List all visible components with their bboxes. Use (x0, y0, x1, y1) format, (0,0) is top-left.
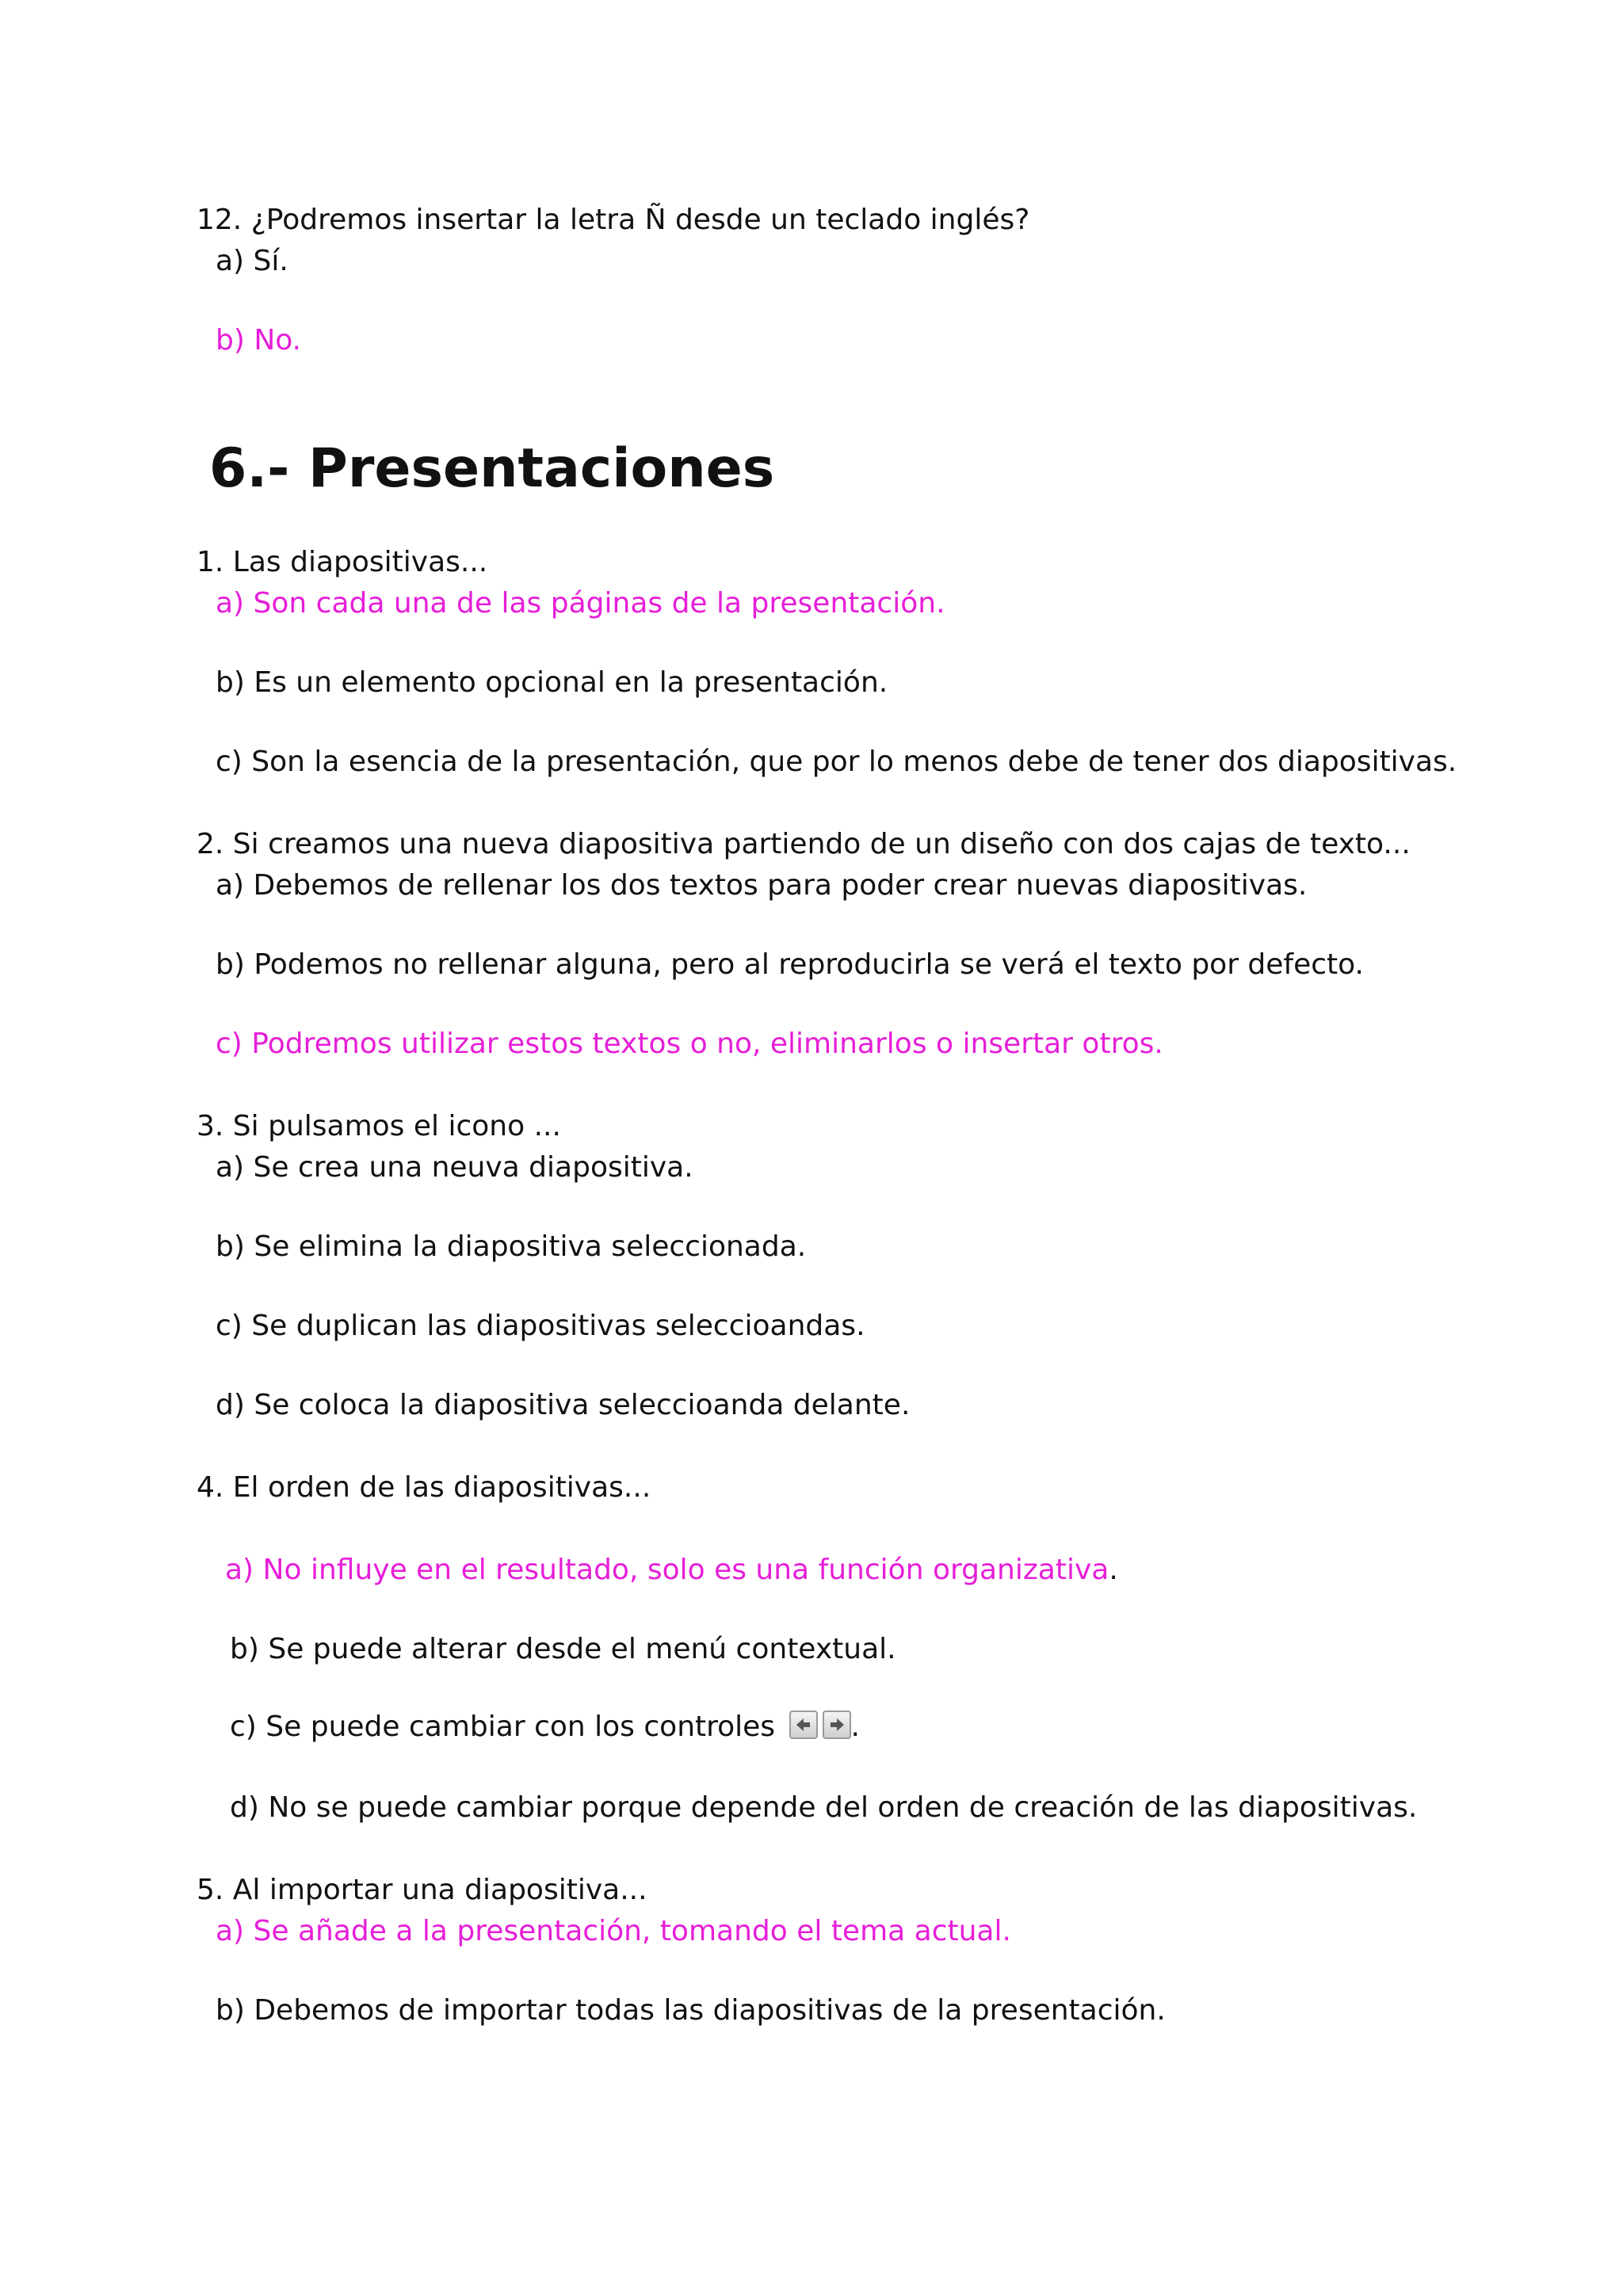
answer-4-c-row (230, 1710, 860, 1745)
answer-3-b: b) Se elimina la diapositiva seleccionada. (216, 1230, 807, 1263)
arrow-left-icon (789, 1711, 818, 1739)
answer-1-b: b) Es un elemento opcional en la presentación. (216, 666, 888, 699)
question-5: 5. Al importar una diapositiva... (197, 1874, 647, 1906)
question-3: 3. Si pulsamos el icono ... (197, 1110, 561, 1142)
answer-4-a-period: . (1109, 1554, 1118, 1586)
question-1: 1. Las diapositivas... (197, 546, 488, 578)
answer-5-a-correct: a) Se añade a la presentación, tomando el tema actual. (216, 1915, 1011, 1947)
answer-3-d: d) Se coloca la diapositiva seleccioanda delante. (216, 1389, 911, 1421)
answer-4-b: b) Se puede alterar desde el menú contextual. (230, 1633, 896, 1665)
answer-4-a-row (225, 1553, 1118, 1588)
answer-4-c-period: . (850, 1711, 860, 1743)
answer-1-a-correct: a) Son cada una de las páginas de la presentación. (216, 587, 945, 620)
arrow-right-icon (823, 1711, 851, 1739)
answer-4-d: d) No se puede cambiar porque depende del orden de creación de las diapositivas. (230, 1791, 1418, 1824)
answer-12-b-correct: b) No. (216, 324, 302, 357)
answer-5-b: b) Debemos de importar todas las diapositivas de la presentación. (216, 1994, 1166, 2027)
answer-2-c-correct: c) Podremos utilizar estos textos o no, eliminarlos o insertar otros. (216, 1028, 1163, 1060)
answer-1-c: c) Son la esencia de la presentación, que por lo menos debe de tener dos diapositivas. (216, 746, 1457, 778)
section-title: 6.- Presentaciones (209, 437, 775, 500)
answer-12-a: a) Sí. (216, 245, 288, 277)
answer-4-c: c) Se puede cambiar con los controles (230, 1711, 785, 1743)
answer-4-a-correct: a) No influye en el resultado, solo es una función organizativa (225, 1554, 1109, 1586)
question-2: 2. Si creamos una nueva diapositiva partiendo de un diseño con dos cajas de texto... (197, 828, 1411, 860)
question-12: 12. ¿Podremos insertar la letra Ñ desde un teclado inglés? (197, 204, 1030, 236)
answer-2-a: a) Debemos de rellenar los dos textos para poder crear nuevas diapositivas. (216, 869, 1308, 902)
answer-3-c: c) Se duplican las diapositivas seleccioandas. (216, 1310, 865, 1342)
question-4: 4. El orden de las diapositivas... (197, 1471, 651, 1504)
answer-2-b: b) Podemos no rellenar alguna, pero al reproducirla se verá el texto por defecto. (216, 948, 1364, 981)
answer-3-a: a) Se crea una neuva diapositiva. (216, 1151, 693, 1184)
